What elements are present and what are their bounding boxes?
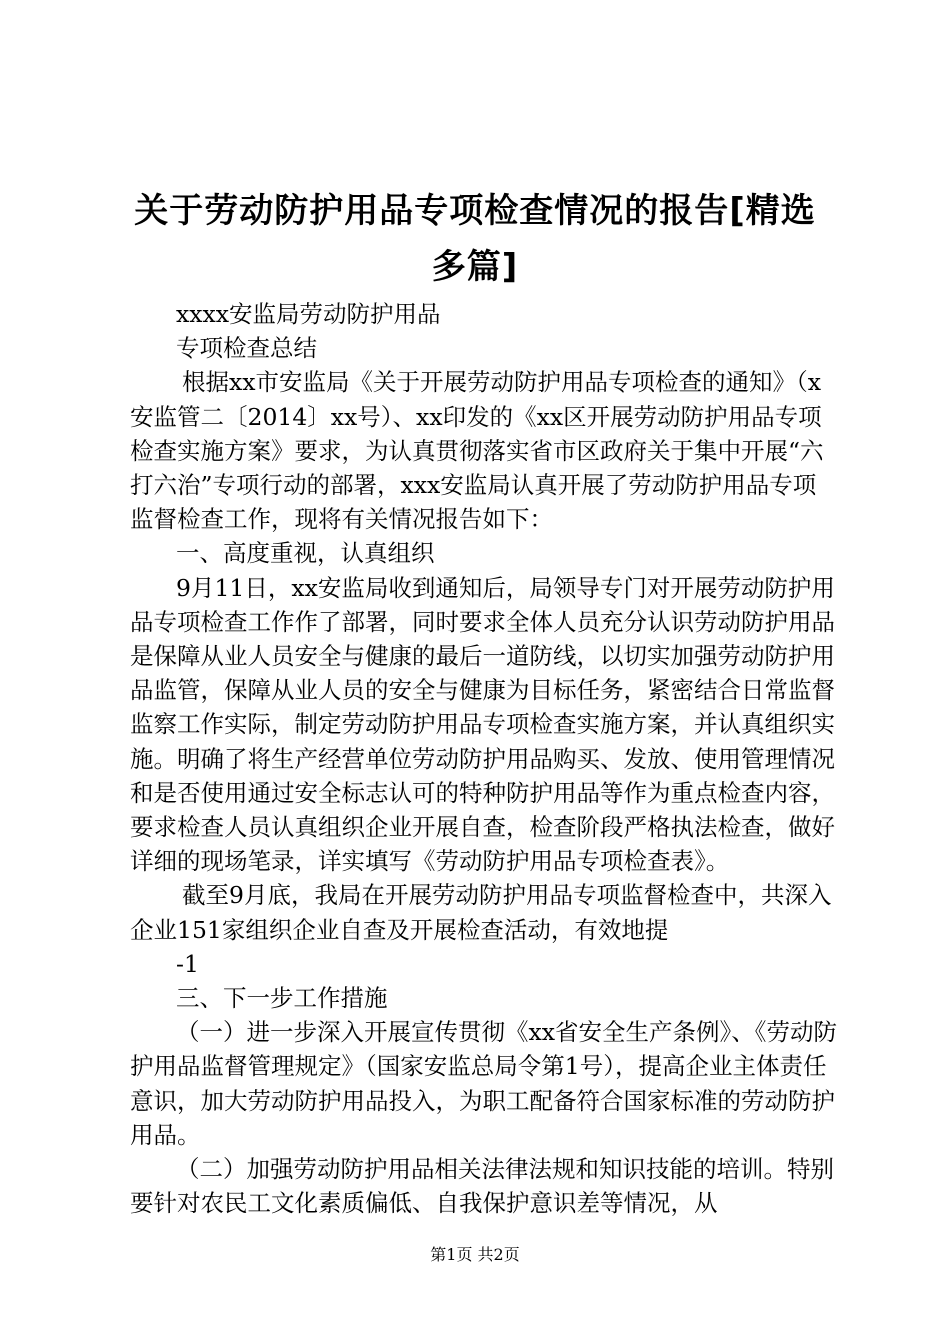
document-body <box>130 297 838 1220</box>
page-break-marker: -1 <box>176 949 199 978</box>
paragraph: 专项检查总结 <box>176 334 317 363</box>
paragraph: （一）进一步深入开展宣传贯彻《xx省安全生产条例》、《劳动防护用品监督管理规定》（国家安监总局令第1号），提高企业主体责任意识，加大劳动防护用品投入，为职工配备符合国家标准的劳动防护用品。 <box>130 1018 838 1149</box>
paragraph: 9月11日，xx安监局收到通知后，局领导专门对开展劳动防护用品专项检查工作作了部署，同时要求全体人员充分认识劳动防护用品是保障从业人员安全与健康的最后一道防线，以切实加强劳动防护用品监管，保障从业人员的安全与健康为目标任务，紧密结合日常监督监察工作实际，制定劳动防护用品专项检查实施方案，并认真组织实施。明确了将生产经营单位劳动防护用品购买、发放、使用管理情况和是否使用通过安全标志认可的特种防护用品等作为重点检查内容，要求检查人员认真组织企业开展自查，检查阶段严格执法检查，做好详细的现场笔录，详实填写《劳动防护用品专项检查表》。 <box>130 573 835 876</box>
section-heading: 三、下一步工作措施 <box>176 984 388 1013</box>
page-footer: 第1页 共2页 <box>430 1245 520 1264</box>
paragraph: 根据xx市安监局《关于开展劳动防护用品专项检查的通知》（x安监管二〔2014〕xx号）、xx印发的《xx区开展劳动防护用品专项检查实施方案》要求，为认真贯彻落实省市区政府关于集中开展“六打六治”专项行动的部署，xxx安监局认真开展了劳动防护用品专项监督检查工作，现将有关情况报告如下： <box>130 368 824 534</box>
document-title: 关于劳动防护用品专项检查情况的报告[精选多篇] <box>134 191 816 287</box>
paragraph: xxxx安监局劳动防护用品 <box>176 300 441 328</box>
paragraph: （二）加强劳动防护用品相关法律法规和知识技能的培训。特别要针对农民工文化素质偏低、自我保护意识差等情况，从 <box>130 1155 834 1218</box>
paragraph: 截至9月底，我局在开展劳动防护用品专项监督检查中，共深入企业151家组织企业自查及开展检查活动，有效地提 <box>130 881 832 944</box>
section-heading: 一、高度重视，认真组织 <box>176 539 435 568</box>
